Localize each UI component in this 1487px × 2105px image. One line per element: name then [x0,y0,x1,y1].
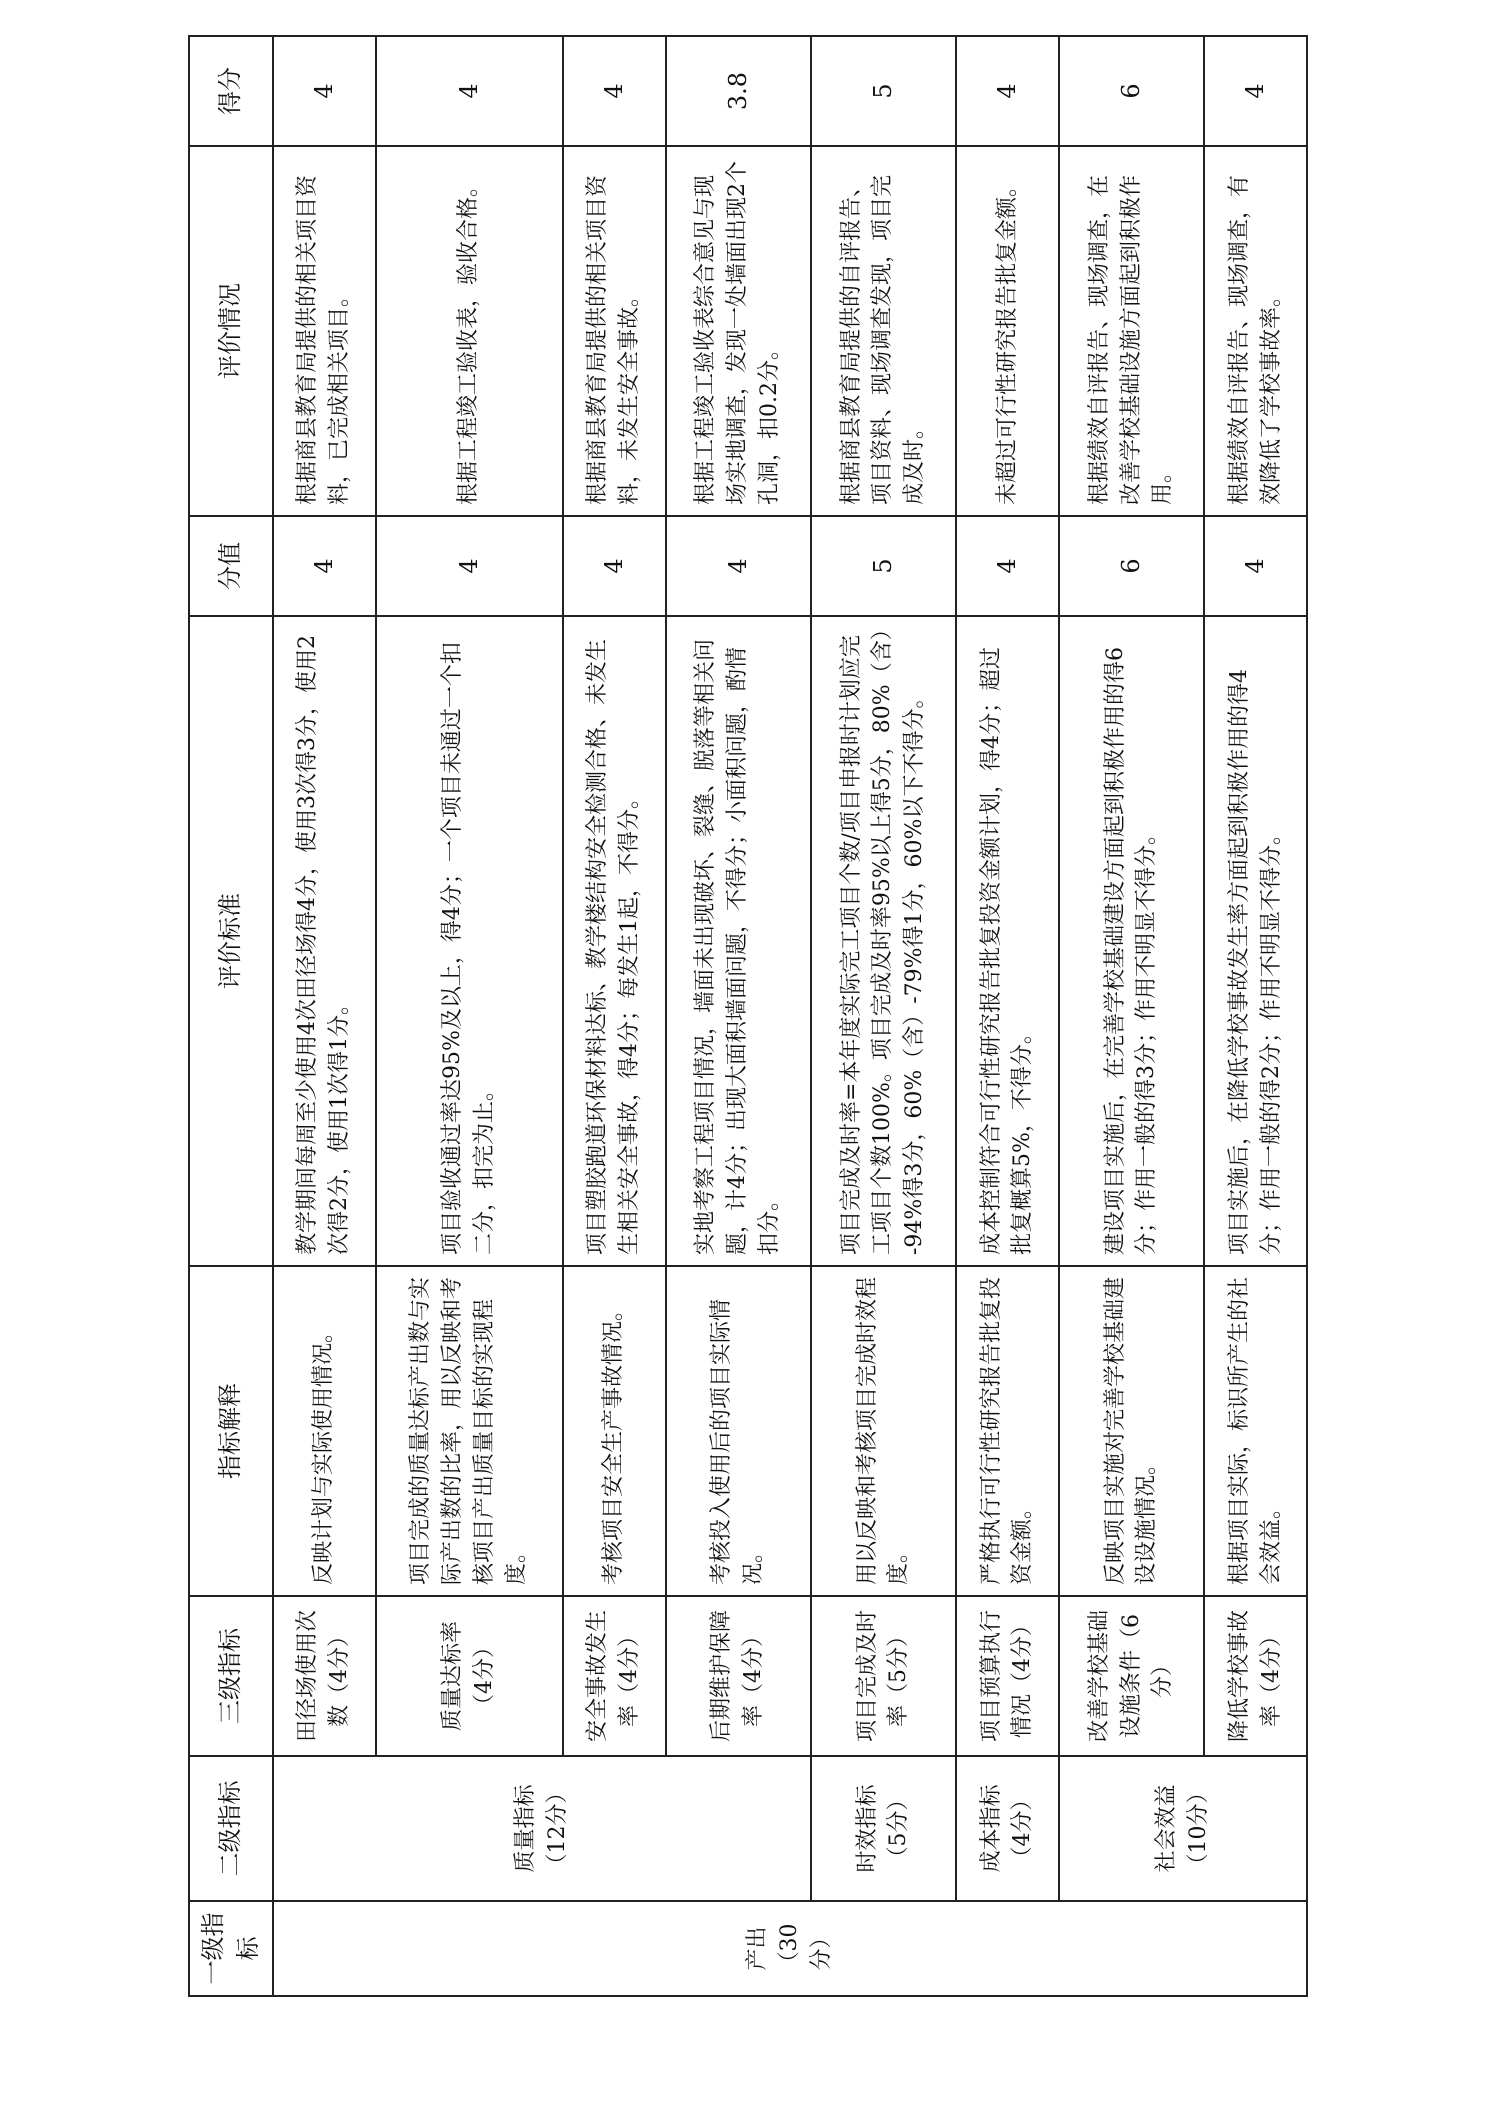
score-cell: 3.8 [666,36,811,146]
rotated-table-container [188,37,1308,1997]
header-score: 得分 [189,36,273,146]
header-evaluation: 评价情况 [189,146,273,516]
value-cell: 4 [376,516,563,616]
header-level1: 一级指标 [189,1901,273,1996]
explain-cell: 反映计划与实际使用情况。 [273,1266,376,1596]
value-cell: 4 [956,516,1059,616]
level3-cell: 后期维护保障率（4分） [666,1596,811,1756]
evaluation-cell: 未超过可行性研究报告批复金额。 [956,146,1059,516]
standard-cell: 项目验收通过率达95%及以上，得4分；一个项目未通过一个扣二分，扣完为止。 [376,616,563,1266]
header-level2: 二级指标 [189,1756,273,1901]
value-cell: 6 [1059,516,1204,616]
evaluation-cell: 根据绩效自评报告、现场调查，在改善学校基础设施方面起到积极作用。 [1059,146,1204,516]
header-value: 分值 [189,516,273,616]
level3-cell: 改善学校基础设施条件（6分） [1059,1596,1204,1756]
evaluation-cell: 根据商县教育局提供的相关项目资料，已完成相关项目。 [273,146,376,516]
standard-cell: 项目实施后，在降低学校事故发生率方面起到积极作用的得4分；作用一般的得2分；作用不明显不得分。 [1204,616,1307,1266]
score-cell: 4 [376,36,563,146]
explain-cell: 考核项目安全生产事故情况。 [563,1266,666,1596]
evaluation-cell: 根据工程竣工验收表，验收合格。 [376,146,563,516]
score-cell: 6 [1059,36,1204,146]
table-row [811,36,956,1996]
explain-cell: 用以反映和考核项目完成时效程度。 [811,1266,956,1596]
header-level3: 三级指标 [189,1596,273,1756]
value-cell: 4 [666,516,811,616]
explain-cell: 反映项目实施对完善学校基础建设设施情况。 [1059,1266,1204,1596]
table-row [1204,36,1307,1996]
table-row [666,36,811,1996]
score-cell: 4 [1204,36,1307,146]
explain-cell: 项目完成的质量达标产出数与实际产出数的比率，用以反映和考核项目产出质量目标的实现程度。 [376,1266,563,1596]
level3-cell: 质量达标率（4分） [376,1596,563,1756]
header-row [189,36,273,1996]
value-cell: 5 [811,516,956,616]
level3-cell: 项目完成及时率（5分） [811,1596,956,1756]
evaluation-table [188,35,1308,1997]
standard-cell: 成本控制符合可行性研究报告批复投资金额计划，得4分；超过批复概算5%，不得分。 [956,616,1059,1266]
table-row [956,36,1059,1996]
score-cell: 4 [563,36,666,146]
standard-cell: 项目塑胶跑道环保材料达标、教学楼结构安全检测合格、未发生生相关安全事故，得4分；每发生1起，不得分。 [563,616,666,1266]
level3-cell: 项目预算执行情况（4分） [956,1596,1059,1756]
table-row [273,36,376,1996]
table-row [376,36,563,1996]
value-cell: 4 [273,516,376,616]
level2-time-cell: 时效指标（5分） [811,1756,956,1901]
header-standard: 评价标准 [189,616,273,1266]
score-cell: 4 [273,36,376,146]
table-row [1059,36,1204,1996]
explain-cell: 严格执行可行性研究报告批复投资金额。 [956,1266,1059,1596]
standard-cell: 教学期间每周至少使用4次田径场得4分，使用3次得3分，使用2次得2分，使用1次得1分。 [273,616,376,1266]
value-cell: 4 [563,516,666,616]
level2-cost-cell: 成本指标（4分） [956,1756,1059,1901]
standard-cell: 建设项目实施后，在完善学校基础建设方面起到积极作用的得6分；作用一般的得3分；作用不明显不得分。 [1059,616,1204,1266]
level2-social-cell: 社会效益（10分） [1059,1756,1307,1901]
table-row [563,36,666,1996]
level1-cell: 产出（30分） [273,1901,1307,1996]
level3-cell: 田径场使用次数（4分） [273,1596,376,1756]
score-cell: 4 [956,36,1059,146]
evaluation-cell: 根据商县教育局提供的自评报告、项目资料、现场调查发现，项目完成及时。 [811,146,956,516]
value-cell: 4 [1204,516,1307,616]
score-cell: 5 [811,36,956,146]
header-explain: 指标解释 [189,1266,273,1596]
evaluation-cell: 根据工程竣工验收表综合意见与现场实地调查，发现一处墙面出现2个孔洞，扣0.2分。 [666,146,811,516]
explain-cell: 考核投入使用后的项目实际情况。 [666,1266,811,1596]
standard-cell: 项目完成及时率=本年度实际完工项目个数/项目申报时计划应完工项目个数100%。项目完成及时率95%以上得5分，80%（含）-94%得3分，60%（含）-79%得1分，60%以下不得分。 [811,616,956,1266]
level2-quality-cell: 质量指标（12分） [273,1756,811,1901]
level3-cell: 降低学校事故率（4分） [1204,1596,1307,1756]
level3-cell: 安全事故发生率（4分） [563,1596,666,1756]
explain-cell: 根据项目实际，标识所产生的社会效益。 [1204,1266,1307,1596]
evaluation-cell: 根据绩效自评报告、现场调查，有效降低了学校事故率。 [1204,146,1307,516]
evaluation-cell: 根据商县教育局提供的相关项目资料，未发生安全事故。 [563,146,666,516]
standard-cell: 实地考察工程项目情况，墙面未出现破坏、裂缝、脱落等相关问题，计4分；出现大面积墙面问题，不得分；小面积问题，酌情扣分。 [666,616,811,1266]
